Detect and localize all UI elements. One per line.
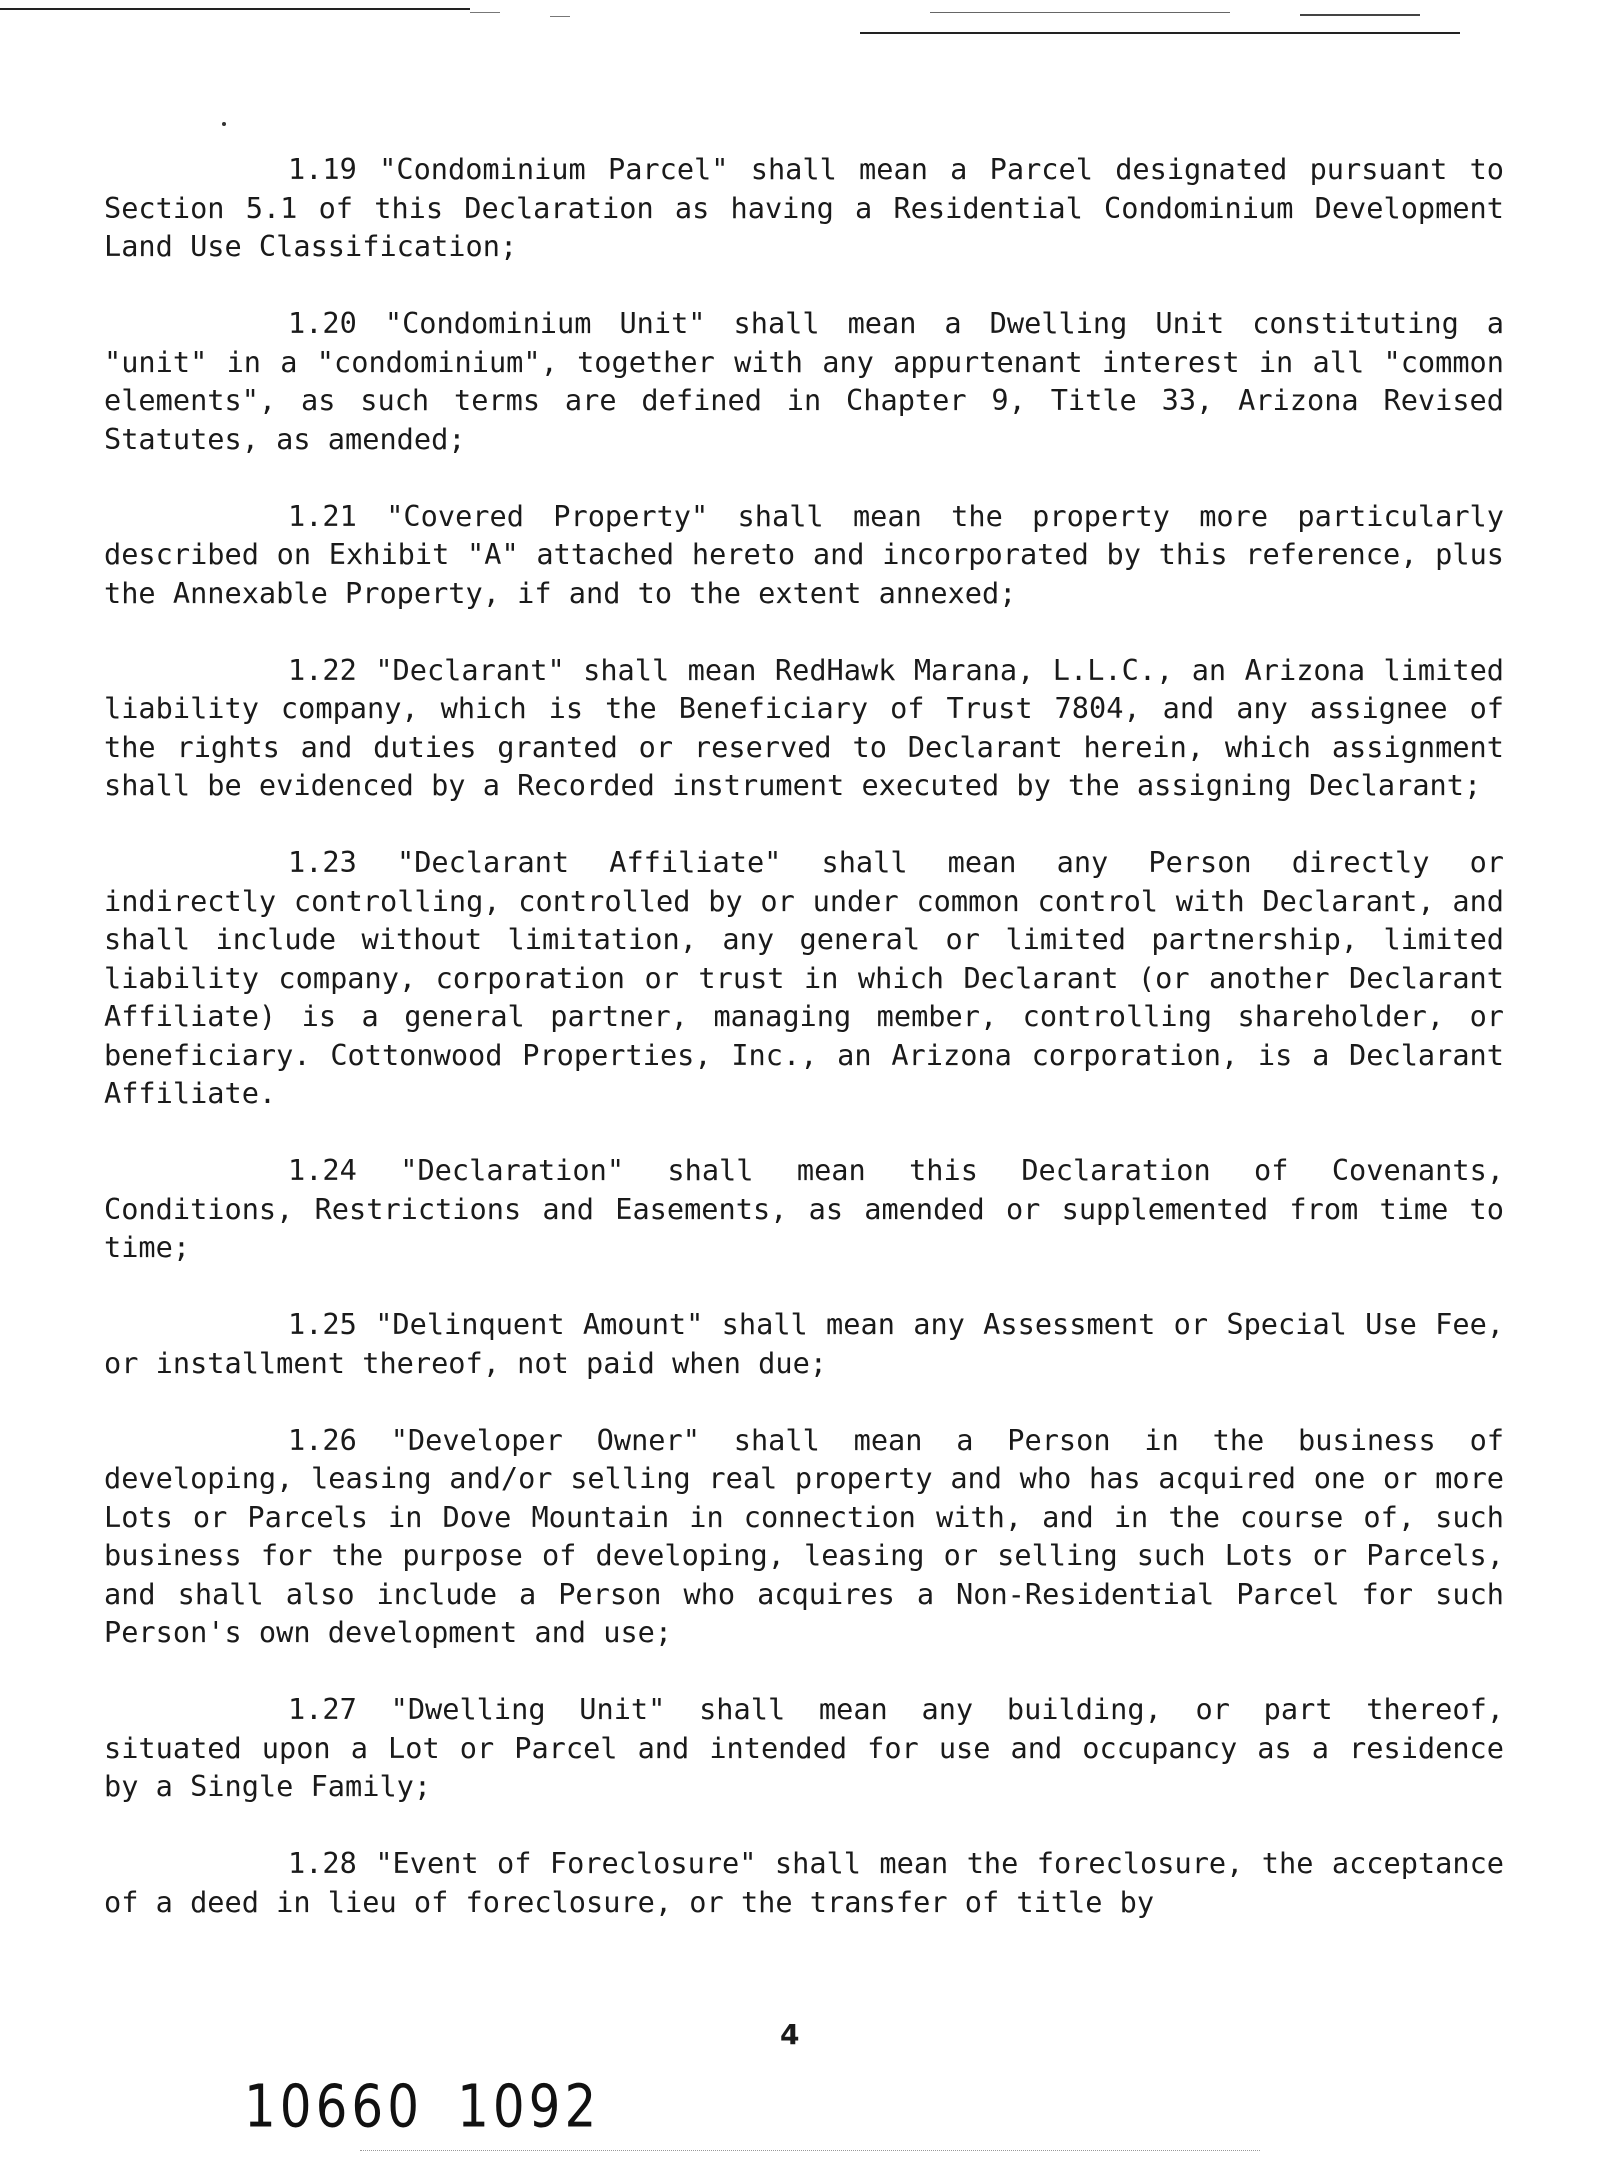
scan-speck: [222, 122, 226, 126]
scan-footer-artifact: [360, 2150, 1260, 2151]
definition-paragraph: [104, 1151, 1504, 1267]
definition-text: "Dwelling Unit" shall mean any building, or part thereof, situated upon a Lot or Parcel and intended for use and occupancy as a residence by a Single Family;: [104, 1692, 1504, 1803]
docket-number: 10660: [244, 2072, 424, 2141]
header-rule: [550, 16, 570, 17]
definition-text: "Condominium Parcel" shall mean a Parcel designated pursuant to Section 5.1 of this Declaration as having a Residential Condominium Development Land Use Classification;: [104, 152, 1504, 263]
definition-text: "Event of Foreclosure" shall mean the foreclosure, the acceptance of a deed in lieu of foreclosure, or the transfer of title by: [104, 1846, 1505, 1919]
definition-paragraph: [104, 304, 1504, 458]
section-number: 1.19: [288, 152, 357, 186]
header-rule: [1300, 14, 1420, 16]
header-rule: [0, 8, 470, 10]
section-number: 1.24: [288, 1153, 357, 1187]
definition-text: "Declarant Affiliate" shall mean any Person directly or indirectly controlling, controlled by or under common control with Declarant, and shall include without limitation, any general or limited partnership, limited liability company, corporation or trust in which Declarant (or another Declarant Affiliate) is a general partner, managing member, controlling shareholder, or beneficiary. Cottonwood Properties, Inc., an Arizona corporation, is a Declarant Affiliate.: [104, 845, 1504, 1110]
definition-text: "Declarant" shall mean RedHawk Marana, L.L.C., an Arizona limited liability company, which is the Beneficiary of Trust 7804, and any assignee of the rights and duties granted or reserved to Declarant herein, which assignment shall be evidenced by a Recorded instrument executed by the assigning Declarant;: [104, 652, 1505, 802]
definition-text: "Declaration" shall mean this Declaration of Covenants, Conditions, Restrictions and Easements, as amended or supplemented from time to time;: [104, 1153, 1504, 1264]
page-number: 4: [780, 2018, 800, 2051]
header-rule: [930, 12, 1230, 13]
recording-stamp: [244, 2072, 634, 2140]
header-rule: [860, 32, 1460, 34]
definition-text: "Delinquent Amount" shall mean any Assessment or Special Use Fee, or installment thereof, not paid when due;: [104, 1307, 1504, 1380]
section-number: 1.28: [288, 1846, 357, 1880]
definition-text: "Covered Property" shall mean the property more particularly described on Exhibit "A" attached hereto and incorporated by this reference, plus the Annexable Property, if and to the extent annexed;: [104, 498, 1504, 610]
section-number: 1.25: [288, 1307, 357, 1341]
document-body: [104, 150, 1504, 1960]
definition-paragraph: [104, 1690, 1504, 1806]
definition-text: "Condominium Unit" shall mean a Dwelling Unit constituting a "unit" in a "condominium", together with any appurtenant interest in all "common elements", as such terms are defined in Chapter 9, Title 33, Arizona Revised Statutes, as amended;: [104, 306, 1504, 456]
section-number: 1.23: [288, 845, 357, 879]
definition-paragraph: [104, 1844, 1504, 1921]
definition-text: "Developer Owner" shall mean a Person in the business of developing, leasing and/or selling real property and who has acquired one or more Lots or Parcels in Dove Mountain in connection with, and in the course of, such business for the purpose of developing, leasing or selling such Lots or Parcels, and shall also include a Person who acquires a Non-Residential Parcel for such Person's own development and use;: [104, 1422, 1504, 1649]
definition-paragraph: [104, 843, 1504, 1113]
definition-paragraph: [104, 497, 1504, 613]
definition-paragraph: [104, 150, 1504, 266]
definition-paragraph: [104, 1421, 1504, 1652]
section-number: 1.20: [288, 306, 357, 340]
section-number: 1.27: [288, 1692, 357, 1726]
section-number: 1.26: [288, 1422, 357, 1457]
scan-header-rules: [0, 8, 1600, 48]
section-number: 1.21: [288, 498, 357, 533]
section-number: 1.22: [288, 652, 357, 687]
header-rule: [470, 12, 500, 13]
definition-paragraph: [104, 651, 1504, 805]
recording-page-number: 1092: [457, 2072, 601, 2141]
definition-paragraph: [104, 1305, 1504, 1382]
